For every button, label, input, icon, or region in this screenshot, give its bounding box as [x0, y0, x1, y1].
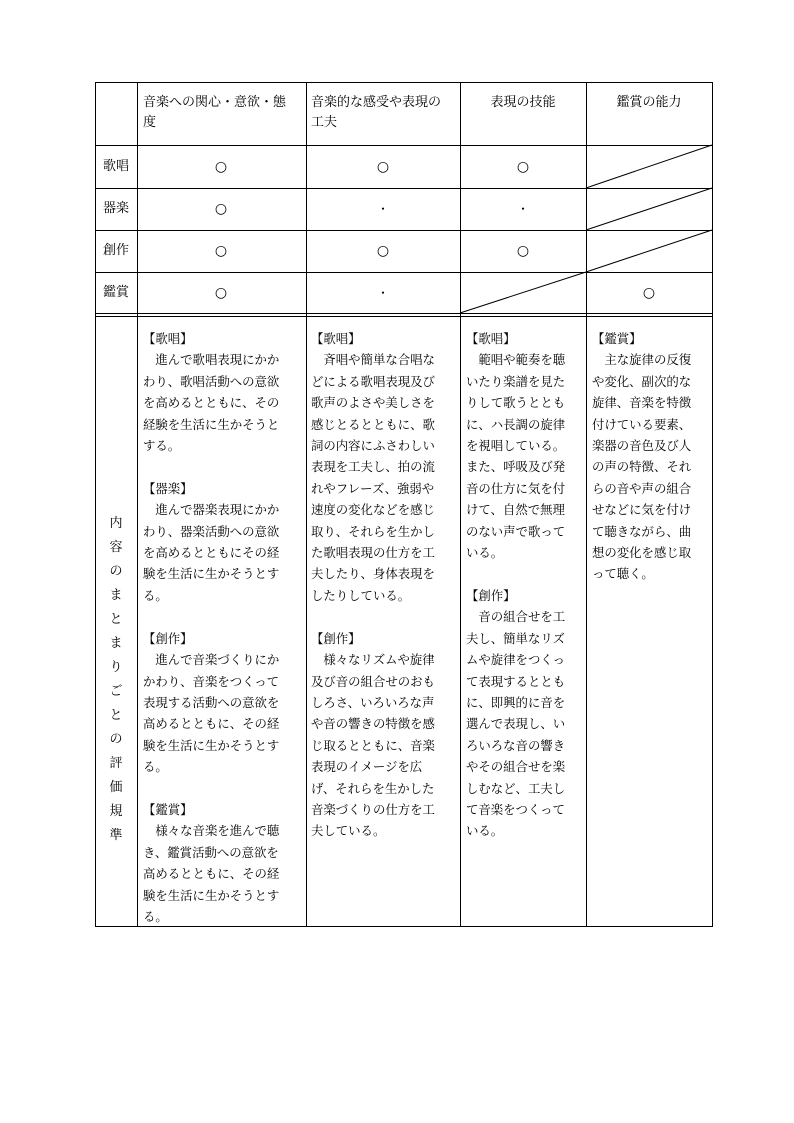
criteria-label-char: と — [109, 612, 123, 627]
criteria-line: 歌声のよさや美しさを — [311, 395, 435, 411]
criteria-label-char: と — [109, 708, 123, 723]
header-sensibility-line2: 工夫 — [311, 115, 338, 130]
criteria-line: や音の響きの特徴を感 — [311, 716, 435, 732]
criteria-line: けて、自然で無理 — [466, 502, 565, 518]
criteria-line: 表現のイメージを広 — [311, 759, 423, 775]
header-interest-line1: 音楽への関心・意欲・態 — [143, 95, 287, 110]
mark-circle: ○ — [214, 159, 228, 175]
criteria-line — [311, 606, 435, 627]
criteria-line: 及び音の組合せのおも — [311, 673, 435, 689]
header-interest-line2: 度 — [143, 115, 157, 130]
criteria-label-char: 価 — [109, 780, 123, 795]
criteria-line: 主な旋律の反復 — [592, 352, 692, 368]
criteria-line: る。 — [143, 587, 168, 603]
criteria-line: いる。 — [466, 823, 504, 839]
criteria-line: 験を生活に生かそうとす — [143, 737, 280, 753]
criteria-line: 【器楽】 — [143, 480, 193, 496]
header-sensibility — [311, 93, 459, 133]
criteria-label-char: 準 — [109, 828, 123, 843]
criteria-line — [143, 456, 279, 477]
criteria-line: いたり楽譜を見た — [466, 373, 566, 389]
criteria-line: 旋律、音楽を特徴 — [592, 395, 692, 411]
criteria-line: て音楽をつくって — [466, 801, 565, 817]
criteria-line: 音の組合せを工 — [466, 609, 566, 625]
criteria-label-char: り — [109, 660, 123, 675]
criteria-line: 音楽づくりの仕方を工 — [311, 801, 435, 817]
mark-circle: ○ — [516, 159, 530, 175]
criteria-line: かわり、音楽をつくって — [143, 673, 280, 689]
criteria-line: を高めるとともに、その — [143, 395, 280, 411]
criteria-line: 速度の変化などを感じ — [311, 502, 435, 518]
criteria-line: 夫し、簡単なリズ — [466, 630, 565, 646]
criteria-line: どによる歌唱表現及び — [311, 373, 435, 389]
criteria-line: に、即興的に音を — [466, 694, 566, 710]
mark-circle: ○ — [214, 201, 228, 217]
criteria-line: 表現を工夫し、拍の流 — [311, 459, 435, 475]
criteria-line: 高めるとともに、その経 — [143, 716, 280, 732]
criteria-line: いる。 — [466, 545, 504, 561]
row-label-instrumental: 器楽 — [102, 201, 129, 216]
criteria-line: 夫したり、身体表現を — [311, 566, 435, 582]
header-sensibility-line1: 音楽的な感受や表現の — [311, 95, 442, 110]
criteria-line: れやフレーズ、強弱や — [311, 480, 435, 496]
mark-circle: ○ — [376, 159, 390, 175]
criteria-line: た歌唱表現の仕方を工 — [311, 545, 435, 561]
criteria-line: 選んで表現し、い — [466, 716, 566, 732]
criteria-interest-column — [143, 328, 279, 927]
criteria-label-char: の — [109, 732, 123, 747]
criteria-line: を高めるとともにその経 — [143, 545, 280, 561]
criteria-line: 験を生活に生かそうとす — [143, 566, 280, 582]
criteria-line: 想の変化を感じ取 — [592, 545, 692, 561]
criteria-line: 斉唱や簡単な合唱な — [311, 352, 435, 368]
criteria-line: 音の仕方に気を付 — [466, 480, 566, 496]
mark-circle: ○ — [214, 243, 228, 259]
criteria-line: ろいろな音の響き — [466, 737, 566, 753]
criteria-label-char: 内 — [109, 516, 123, 531]
criteria-line: や変化、副次的な — [592, 373, 692, 389]
criteria-line: りして歌うととも — [466, 395, 566, 411]
criteria-line: 進んで音楽づくりにか — [143, 652, 280, 668]
mark-dot: ・ — [517, 202, 530, 216]
header-skill: 表現の技能 — [490, 95, 556, 110]
criteria-line: する。 — [143, 438, 181, 454]
criteria-line: て聴きながら、曲 — [592, 523, 692, 539]
row-label-singing: 歌唱 — [102, 159, 129, 174]
criteria-line: しろさ、いろいろな声 — [311, 694, 435, 710]
row-label-creative: 創作 — [102, 243, 129, 258]
criteria-line: 範唱や範奏を聴 — [466, 352, 566, 368]
criteria-vertical-label — [95, 512, 137, 848]
mark-circle: ○ — [376, 243, 390, 259]
criteria-line: また、呼吸及び発 — [466, 459, 566, 475]
criteria-line: て表現するととも — [466, 673, 566, 689]
criteria-line: のない声で歌って — [466, 523, 566, 539]
criteria-sensibility-column — [311, 328, 435, 842]
criteria-line: しむなど、工夫し — [466, 780, 566, 796]
criteria-label-char: ご — [109, 684, 123, 699]
criteria-line: げ、それらを生かした — [311, 780, 435, 796]
criteria-line — [143, 606, 279, 627]
criteria-line: 【鑑賞】 — [592, 331, 642, 346]
criteria-line: き、鑑賞活動への意欲を — [143, 844, 279, 860]
criteria-line: 【歌唱】 — [311, 331, 361, 346]
criteria-line: 進んで歌唱表現にかか — [143, 352, 280, 368]
criteria-line: る。 — [143, 759, 168, 775]
criteria-label-char: 容 — [109, 540, 123, 555]
criteria-line: 【創作】 — [311, 630, 361, 646]
criteria-line: 進んで器楽表現にかか — [143, 502, 280, 518]
criteria-line: ムや旋律をつくっ — [466, 652, 565, 668]
mark-circle: ○ — [516, 243, 530, 259]
criteria-line — [143, 778, 279, 799]
mark-dot: ・ — [377, 202, 390, 216]
criteria-line: る。 — [143, 908, 168, 924]
criteria-line: 様々な音楽を進んで聴 — [143, 823, 280, 839]
criteria-label-char: 評 — [109, 756, 123, 771]
criteria-label-char: の — [109, 564, 123, 579]
criteria-line: 【歌唱】 — [466, 331, 516, 346]
criteria-line: したりしている。 — [311, 587, 411, 603]
criteria-line: を視唱している。 — [466, 438, 566, 454]
criteria-line: 感じとるとともに、歌 — [311, 416, 435, 432]
header-appreciation: 鑑賞の能力 — [616, 95, 682, 110]
criteria-line: やその組合せを楽 — [466, 759, 566, 775]
criteria-line: 取り、それらを生かし — [311, 523, 435, 539]
criteria-label-char: ま — [109, 588, 123, 603]
criteria-line: 詞の内容にふさわしい — [311, 438, 435, 454]
criteria-label-char: 規 — [109, 804, 123, 819]
criteria-skill-column — [466, 328, 565, 842]
criteria-line: 【創作】 — [466, 587, 516, 603]
header-interest — [143, 93, 303, 133]
mark-circle: ○ — [214, 285, 228, 301]
criteria-line: らの音や声の組合 — [592, 480, 692, 496]
criteria-line: 経験を生活に生かそうと — [143, 416, 280, 432]
criteria-line: って聴く。 — [592, 566, 654, 582]
criteria-label-char: ま — [109, 636, 123, 651]
criteria-line: 高めるとともに、その経 — [143, 866, 280, 882]
row-label-appreciation: 鑑賞 — [102, 285, 129, 300]
criteria-line: 【歌唱】 — [143, 331, 193, 346]
criteria-line: 様々なリズムや旋律 — [311, 652, 435, 668]
criteria-appreciation-column — [592, 328, 691, 585]
criteria-line — [466, 563, 565, 584]
criteria-line: わり、器楽活動への意欲 — [143, 523, 280, 539]
criteria-line: 付けている要素、 — [592, 416, 692, 432]
criteria-line: せなどに気を付け — [592, 502, 692, 518]
criteria-line: 表現する活動への意欲を — [143, 694, 280, 710]
mark-circle: ○ — [642, 285, 656, 301]
criteria-line: の声の特徴、それ — [592, 459, 692, 475]
criteria-line: 夫している。 — [311, 823, 386, 839]
evaluation-table — [95, 82, 713, 927]
criteria-line: 【創作】 — [143, 630, 193, 646]
mark-dot: ・ — [377, 286, 390, 300]
criteria-line: じ取るとともに、音楽 — [311, 737, 435, 753]
criteria-line: に、ハ長調の旋律 — [466, 416, 566, 432]
criteria-line: 楽器の音色及び人 — [592, 438, 692, 454]
criteria-line: 【鑑賞】 — [143, 801, 193, 817]
criteria-line: 験を生活に生かそうとす — [143, 887, 280, 903]
criteria-line: わり、歌唱活動への意欲 — [143, 373, 280, 389]
